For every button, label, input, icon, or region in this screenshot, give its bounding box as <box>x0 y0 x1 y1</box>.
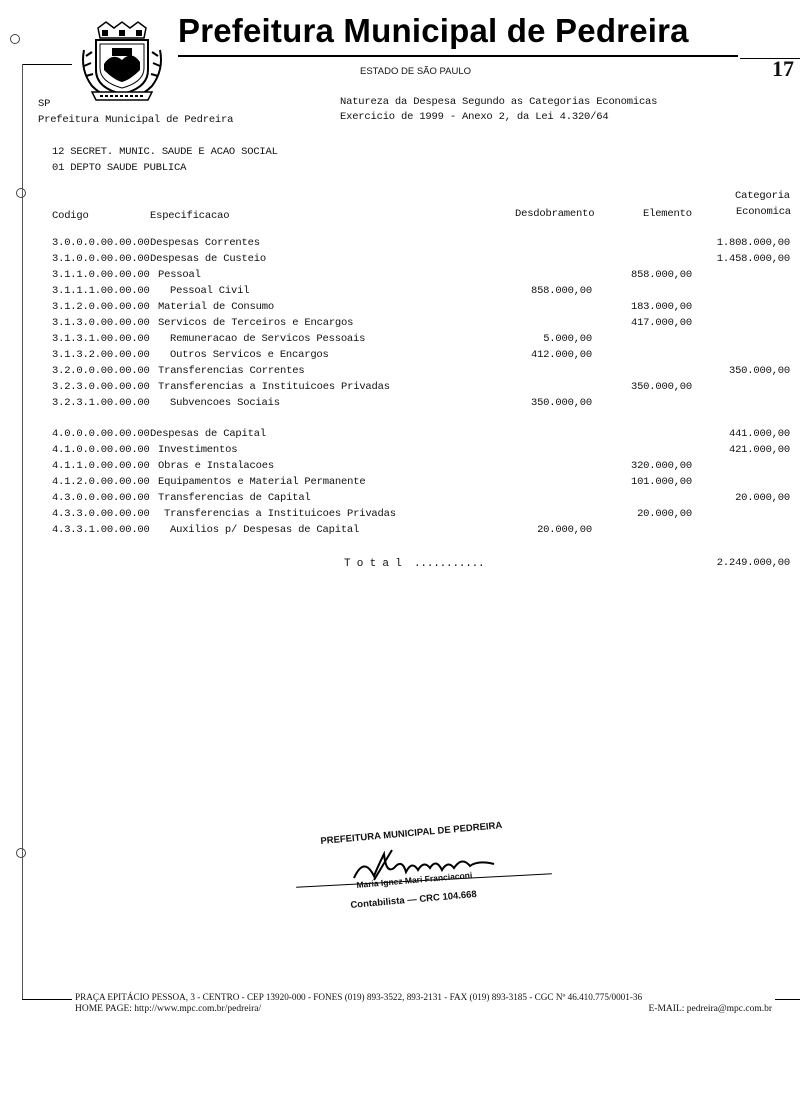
row-categoria: 441.000,00 <box>728 428 790 440</box>
row-categoria: 350.000,00 <box>728 365 790 377</box>
col-elemento: Elemento <box>643 208 692 220</box>
row-code: 3.2.0.0.00.00.00 <box>52 365 150 377</box>
row-description: Investimentos <box>158 444 238 456</box>
row-categoria: 1.808.000,00 <box>716 237 790 249</box>
col-categoria-2: Economica <box>736 206 791 218</box>
row-description: Remuneracao de Servicos Pessoais <box>170 333 366 345</box>
row-elemento: 320.000,00 <box>630 460 692 472</box>
table-row <box>0 428 800 444</box>
coat-of-arms-logo <box>78 20 166 102</box>
header-uf: SP <box>38 98 51 110</box>
total-dots: ........... <box>414 558 485 570</box>
row-description: Transferencias de Capital <box>158 492 311 504</box>
row-description: Despesas Correntes <box>150 237 260 249</box>
stamp-name: Maria Ignez Mari Franciaconi <box>356 869 473 890</box>
col-especificacao: Especificacao <box>150 210 230 222</box>
table-row <box>0 397 800 413</box>
row-desdobramento: 350.000,00 <box>530 397 592 409</box>
row-code: 4.1.1.0.00.00.00 <box>52 460 150 472</box>
header-entity: Prefeitura Municipal de Pedreira <box>38 114 234 126</box>
row-description: Transferencias a Instituicoes Privadas <box>164 508 396 520</box>
row-categoria: 421.000,00 <box>728 444 790 456</box>
table-row <box>0 381 800 397</box>
left-margin-rule-top <box>22 64 72 65</box>
table-row <box>0 365 800 381</box>
row-elemento: 350.000,00 <box>630 381 692 393</box>
row-desdobramento: 5.000,00 <box>543 333 592 345</box>
row-description: Pessoal Civil <box>170 285 250 297</box>
table-row <box>0 285 800 301</box>
report-title: Natureza da Despesa Segundo as Categorias Economicas <box>340 96 658 108</box>
row-elemento: 20.000,00 <box>637 508 692 520</box>
row-description: Despesas de Custeio <box>150 253 266 265</box>
row-elemento: 101.000,00 <box>630 476 692 488</box>
table-row <box>0 524 800 540</box>
subunit-line: 01 DEPTO SAUDE PUBLICA <box>52 162 187 174</box>
table-row <box>0 444 800 460</box>
row-code: 3.1.0.0.00.00.00 <box>52 253 150 265</box>
binder-hole-icon <box>16 188 26 198</box>
stamp-institution: PREFEITURA MUNICIPAL DE PEDREIRA <box>320 820 503 847</box>
row-code: 3.2.3.1.00.00.00 <box>52 397 150 409</box>
stamp-role: Contabilista — CRC 104.668 <box>350 888 478 911</box>
row-code: 3.1.2.0.00.00.00 <box>52 301 150 313</box>
row-description: Equipamentos e Material Permanente <box>158 476 366 488</box>
col-desdobramento: Desdobramento <box>515 208 595 220</box>
total-label <box>344 558 484 570</box>
row-desdobramento: 858.000,00 <box>530 285 592 297</box>
row-description: Subvencoes Sociais <box>170 397 280 409</box>
table-row <box>0 492 800 508</box>
unit-line: 12 SECRET. MUNIC. SAUDE E ACAO SOCIAL <box>52 146 278 158</box>
row-categoria: 20.000,00 <box>735 492 790 504</box>
row-description: Transferencias Correntes <box>158 365 305 377</box>
row-code: 3.1.1.1.00.00.00 <box>52 285 150 297</box>
table-row <box>0 476 800 492</box>
letterhead-state: ESTADO DE SÃO PAULO <box>360 66 472 77</box>
row-code: 3.1.3.1.00.00.00 <box>52 333 150 345</box>
row-code: 4.3.3.0.00.00.00 <box>52 508 150 520</box>
page-number: 17 <box>772 56 794 81</box>
row-description: Auxilios p/ Despesas de Capital <box>170 524 360 536</box>
col-codigo: Codigo <box>52 210 89 222</box>
row-desdobramento: 20.000,00 <box>537 524 592 536</box>
row-code: 3.2.3.0.00.00.00 <box>52 381 150 393</box>
row-description: Obras e Instalacoes <box>158 460 274 472</box>
table-row <box>0 333 800 349</box>
footer-rule-right <box>775 999 800 1000</box>
row-description: Transferencias a Instituicoes Privadas <box>158 381 390 393</box>
table-row <box>0 317 800 333</box>
letterhead-rule <box>178 55 738 57</box>
table-row <box>0 460 800 476</box>
row-description: Outros Servicos e Encargos <box>170 349 329 361</box>
footer-homepage: HOME PAGE: http://www.mpc.com.br/pedreira/ <box>75 1004 262 1014</box>
col-categoria-1: Categoria <box>735 190 790 202</box>
row-code: 4.0.0.0.00.00.00 <box>52 428 150 440</box>
row-code: 4.1.2.0.00.00.00 <box>52 476 150 488</box>
footer-rule-left <box>22 999 72 1000</box>
row-code: 4.3.3.1.00.00.00 <box>52 524 150 536</box>
row-description: Servicos de Terceiros e Encargos <box>158 317 354 329</box>
row-code: 3.1.3.2.00.00.00 <box>52 349 150 361</box>
row-elemento: 183.000,00 <box>630 301 692 313</box>
footer-email: E-MAIL: pedreira@mpc.com.br <box>648 1004 772 1014</box>
total-value: 2.249.000,00 <box>716 557 790 569</box>
letterhead-title: Prefeitura Municipal de Pedreira <box>178 12 689 49</box>
table-row <box>0 269 800 285</box>
total-label-text: T o t a l <box>344 558 402 570</box>
row-description: Despesas de Capital <box>150 428 266 440</box>
binder-hole-icon <box>16 848 26 858</box>
row-code: 4.1.0.0.00.00.00 <box>52 444 150 456</box>
row-description: Pessoal <box>158 269 201 281</box>
footer-address: PRAÇA EPITÁCIO PESSOA, 3 - CENTRO - CEP 13920-000 - FONES (019) 893-3522, 893-2131 - FAX (019) 893-3185 - CGC Nº 46.410.775/0001-36 <box>75 992 643 1002</box>
table-row <box>0 301 800 317</box>
row-elemento: 858.000,00 <box>630 269 692 281</box>
table-row <box>0 349 800 365</box>
table-row <box>0 508 800 524</box>
row-categoria: 1.458.000,00 <box>716 253 790 265</box>
row-code: 3.1.3.0.00.00.00 <box>52 317 150 329</box>
row-elemento: 417.000,00 <box>630 317 692 329</box>
table-row <box>0 253 800 269</box>
row-code: 3.1.1.0.00.00.00 <box>52 269 150 281</box>
row-description: Material de Consumo <box>158 301 274 313</box>
row-code: 3.0.0.0.00.00.00 <box>52 237 150 249</box>
table-row <box>0 237 800 253</box>
report-subtitle: Exercicio de 1999 - Anexo 2, da Lei 4.320/64 <box>340 111 609 123</box>
binder-hole-icon <box>10 34 20 44</box>
row-code: 4.3.0.0.00.00.00 <box>52 492 150 504</box>
row-desdobramento: 412.000,00 <box>530 349 592 361</box>
